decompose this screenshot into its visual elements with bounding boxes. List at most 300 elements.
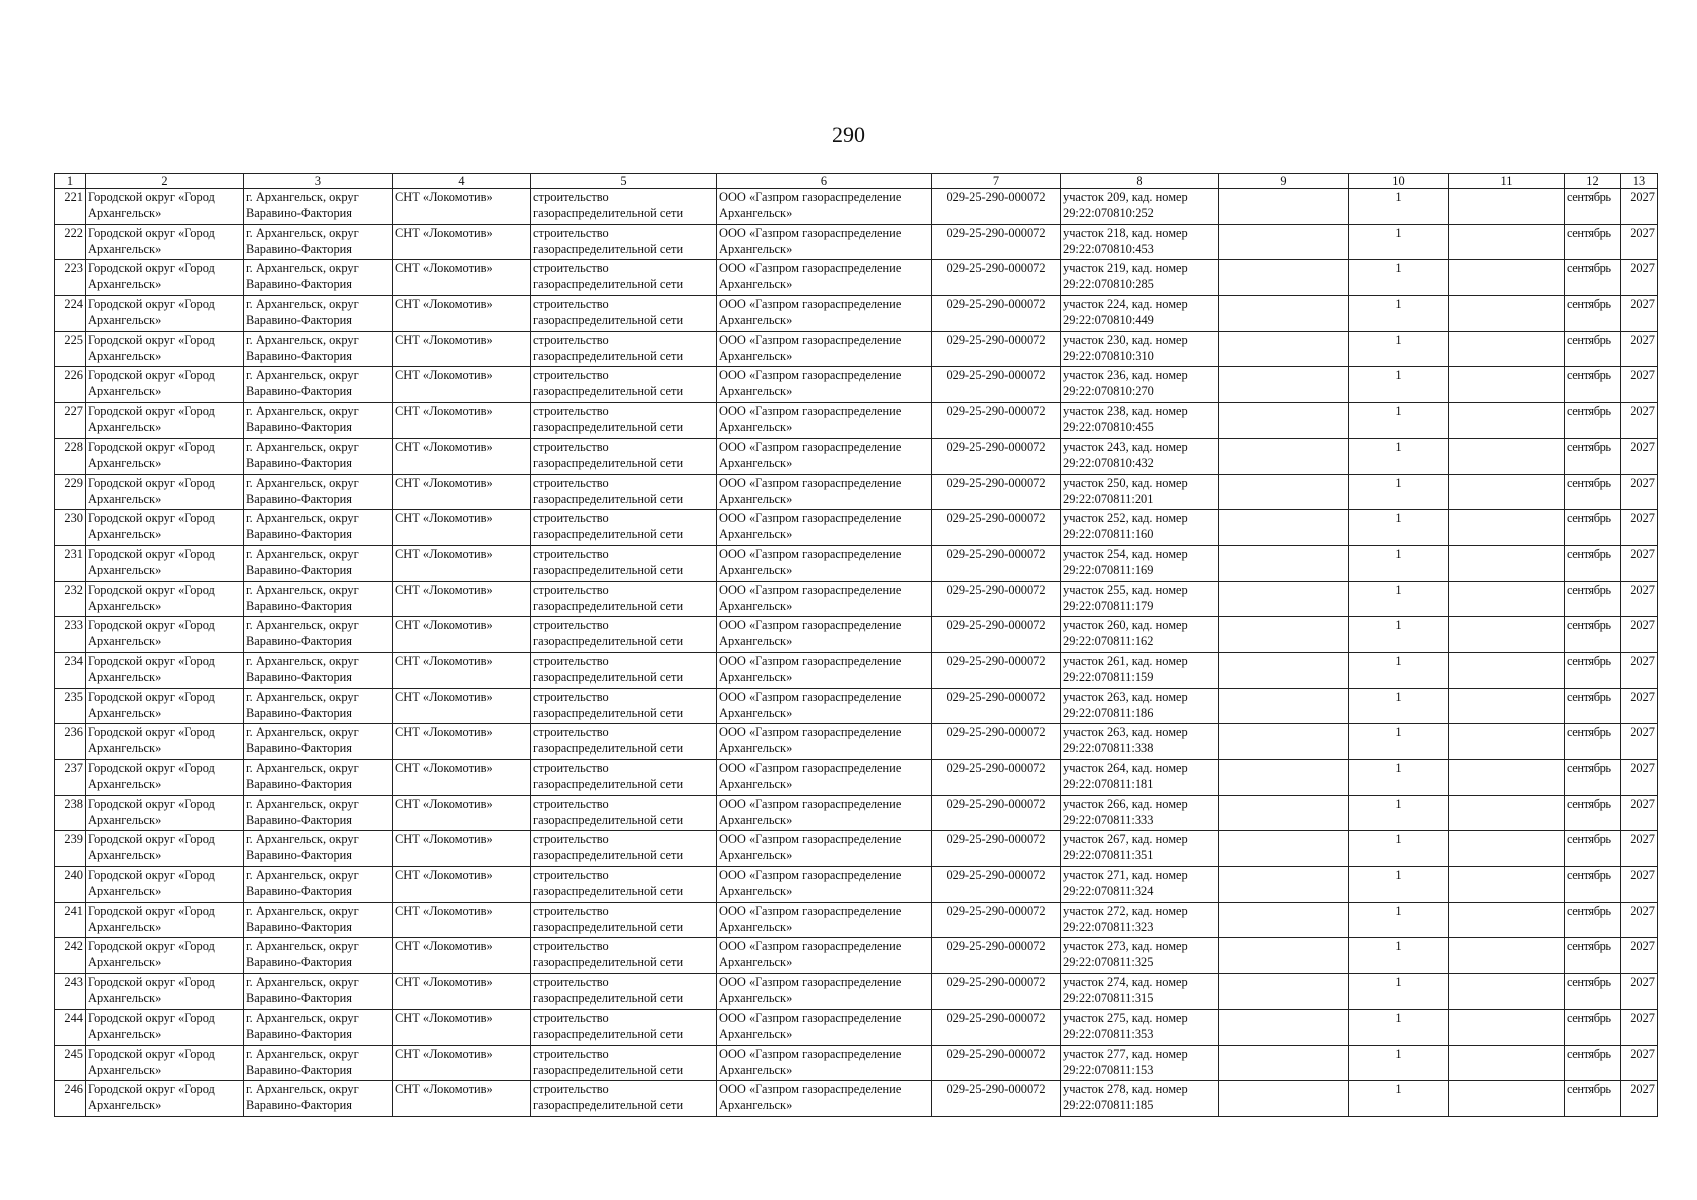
month-cell xyxy=(1565,1081,1621,1117)
organization-line-1: ООО «Газпром газораспределение xyxy=(719,368,902,383)
snt-cell xyxy=(393,831,531,867)
month-cell xyxy=(1565,938,1621,974)
plot-cell xyxy=(1061,403,1219,439)
code-text: 029-25-290-000072 xyxy=(946,297,1046,312)
organization-line-1: ООО «Газпром газораспределение xyxy=(719,546,902,561)
code-text: 029-25-290-000072 xyxy=(946,975,1046,990)
work-type-line-2: газораспределительной сети xyxy=(533,634,684,649)
count-cell xyxy=(1349,260,1449,296)
plot-cell xyxy=(1061,189,1219,225)
count-text: 1 xyxy=(1395,796,1402,811)
col-11-cell xyxy=(1449,760,1565,796)
district-cell xyxy=(86,367,244,403)
organization-cell xyxy=(717,795,932,831)
count-cell xyxy=(1349,724,1449,760)
col-11-cell xyxy=(1449,403,1565,439)
work-type-line-2: газораспределительной сети xyxy=(533,455,684,470)
cadastral-number: 29:22:070811:324 xyxy=(1063,884,1154,899)
organization-cell xyxy=(717,831,932,867)
table-row xyxy=(55,902,1658,938)
row-number-text: 230 xyxy=(64,511,83,526)
month-cell xyxy=(1565,224,1621,260)
locality-line-1: г. Архангельск, округ xyxy=(246,868,359,883)
snt-name: СНТ «Локомотив» xyxy=(395,475,493,490)
district-cell xyxy=(86,1009,244,1045)
snt-cell xyxy=(393,1009,531,1045)
district-line-1: Городской округ «Город xyxy=(88,725,215,740)
district-line-1: Городской округ «Город xyxy=(88,796,215,811)
snt-name: СНТ «Локомотив» xyxy=(395,939,493,954)
col-11-cell xyxy=(1449,224,1565,260)
plot-line: участок 236, кад. номер xyxy=(1063,368,1188,383)
district-line-2: Архангельск» xyxy=(88,848,162,863)
locality-line-1: г. Архангельск, округ xyxy=(246,225,359,240)
cadastral-number: 29:22:070811:333 xyxy=(1063,812,1154,827)
district-line-2: Архангельск» xyxy=(88,491,162,506)
row-number xyxy=(55,652,86,688)
district-line-1: Городской округ «Город xyxy=(88,1082,215,1097)
plot-line: участок 261, кад. номер xyxy=(1063,653,1188,668)
district-line-1: Городской округ «Город xyxy=(88,190,215,204)
row-number xyxy=(55,974,86,1010)
month-text: сентябрь xyxy=(1567,1082,1611,1097)
col-11-cell xyxy=(1449,189,1565,225)
count-cell xyxy=(1349,1009,1449,1045)
district-cell xyxy=(86,189,244,225)
plot-cell xyxy=(1061,617,1219,653)
count-cell xyxy=(1349,224,1449,260)
work-type-line-2: газораспределительной сети xyxy=(533,313,684,328)
month-cell xyxy=(1565,367,1621,403)
work-type-line-1: строительство xyxy=(533,653,609,668)
district-cell xyxy=(86,260,244,296)
count-text: 1 xyxy=(1395,582,1402,597)
count-text: 1 xyxy=(1395,225,1402,240)
table-row xyxy=(55,224,1658,260)
col-9-cell xyxy=(1219,189,1349,225)
snt-cell xyxy=(393,867,531,903)
organization-cell xyxy=(717,1081,932,1117)
header-row xyxy=(55,174,1658,189)
district-cell xyxy=(86,902,244,938)
month-text: сентябрь xyxy=(1567,761,1611,775)
row-number-text: 245 xyxy=(64,1046,83,1061)
month-text: сентябрь xyxy=(1567,939,1611,954)
cadastral-number: 29:22:070811:323 xyxy=(1063,919,1154,934)
district-line-2: Архангельск» xyxy=(88,705,162,720)
code-cell xyxy=(932,545,1061,581)
work-type-line-2: газораспределительной сети xyxy=(533,955,684,970)
header-col-5: 5 xyxy=(531,174,717,189)
locality-line-2: Варавино-Фактория xyxy=(246,313,353,328)
row-number xyxy=(55,938,86,974)
plot-line: участок 243, кад. номер xyxy=(1063,439,1188,454)
row-number xyxy=(55,1045,86,1081)
year-text: 2027 xyxy=(1630,903,1655,918)
organization-cell xyxy=(717,403,932,439)
organization-line-1: ООО «Газпром газораспределение xyxy=(719,297,902,312)
plot-line: участок 272, кад. номер xyxy=(1063,903,1188,918)
year-text: 2027 xyxy=(1630,761,1655,775)
count-cell xyxy=(1349,760,1449,796)
district-cell xyxy=(86,760,244,796)
table-row xyxy=(55,938,1658,974)
plot-line: участок 218, кад. номер xyxy=(1063,225,1188,240)
snt-name: СНТ «Локомотив» xyxy=(395,546,493,561)
organization-cell xyxy=(717,296,932,332)
district-line-1: Городской округ «Город xyxy=(88,404,215,419)
district-line-2: Архангельск» xyxy=(88,1098,162,1113)
organization-line-2: Архангельск» xyxy=(719,384,793,399)
year-text: 2027 xyxy=(1630,404,1655,419)
organization-line-2: Архангельск» xyxy=(719,955,793,970)
count-text: 1 xyxy=(1395,832,1402,847)
organization-line-1: ООО «Газпром газораспределение xyxy=(719,582,902,597)
district-cell xyxy=(86,438,244,474)
locality-line-2: Варавино-Фактория xyxy=(246,919,353,934)
work-type-cell xyxy=(531,795,717,831)
cadastral-number: 29:22:070811:169 xyxy=(1063,562,1154,577)
month-text: сентябрь xyxy=(1567,368,1611,383)
code-text: 029-25-290-000072 xyxy=(946,689,1046,704)
count-text: 1 xyxy=(1395,903,1402,918)
table-row xyxy=(55,260,1658,296)
count-text: 1 xyxy=(1395,1010,1402,1025)
table-row xyxy=(55,367,1658,403)
count-text: 1 xyxy=(1395,1082,1402,1097)
snt-name: СНТ «Локомотив» xyxy=(395,761,493,775)
organization-cell xyxy=(717,938,932,974)
code-cell xyxy=(932,760,1061,796)
district-line-1: Городской округ «Город xyxy=(88,582,215,597)
col-9-cell xyxy=(1219,1009,1349,1045)
table-header xyxy=(55,174,1658,189)
year-cell xyxy=(1621,831,1658,867)
month-text: сентябрь xyxy=(1567,439,1611,454)
work-type-line-1: строительство xyxy=(533,1082,609,1097)
locality-line-1: г. Архангельск, округ xyxy=(246,832,359,847)
plot-line: участок 273, кад. номер xyxy=(1063,939,1188,954)
table-body xyxy=(55,189,1658,1117)
snt-cell xyxy=(393,724,531,760)
organization-line-1: ООО «Газпром газораспределение xyxy=(719,868,902,883)
year-text: 2027 xyxy=(1630,832,1655,847)
col-11-cell xyxy=(1449,902,1565,938)
work-type-line-2: газораспределительной сети xyxy=(533,812,684,827)
row-number-text: 246 xyxy=(64,1082,83,1097)
header-col-2: 2 xyxy=(86,174,244,189)
locality-cell xyxy=(244,331,393,367)
plot-cell xyxy=(1061,1009,1219,1045)
organization-line-1: ООО «Газпром газораспределение xyxy=(719,190,902,204)
month-cell xyxy=(1565,331,1621,367)
snt-cell xyxy=(393,474,531,510)
work-type-cell xyxy=(531,760,717,796)
row-number xyxy=(55,831,86,867)
locality-line-2: Варавино-Фактория xyxy=(246,598,353,613)
col-11-cell xyxy=(1449,260,1565,296)
work-type-cell xyxy=(531,331,717,367)
locality-line-2: Варавино-Фактория xyxy=(246,848,353,863)
plot-line: участок 219, кад. номер xyxy=(1063,261,1188,276)
work-type-cell xyxy=(531,510,717,546)
work-type-line-1: строительство xyxy=(533,761,609,775)
work-type-line-2: газораспределительной сети xyxy=(533,420,684,435)
count-text: 1 xyxy=(1395,1046,1402,1061)
year-cell xyxy=(1621,974,1658,1010)
snt-cell xyxy=(393,545,531,581)
organization-cell xyxy=(717,724,932,760)
count-text: 1 xyxy=(1395,261,1402,276)
count-cell xyxy=(1349,938,1449,974)
row-number xyxy=(55,510,86,546)
month-text: сентябрь xyxy=(1567,903,1611,918)
code-text: 029-25-290-000072 xyxy=(946,332,1046,347)
snt-name: СНТ «Локомотив» xyxy=(395,689,493,704)
count-cell xyxy=(1349,1045,1449,1081)
row-number-text: 233 xyxy=(64,618,83,633)
organization-line-2: Архангельск» xyxy=(719,206,793,220)
code-cell xyxy=(932,1009,1061,1045)
district-line-2: Архангельск» xyxy=(88,241,162,256)
organization-line-2: Архангельск» xyxy=(719,277,793,292)
organization-cell xyxy=(717,867,932,903)
code-text: 029-25-290-000072 xyxy=(946,1082,1046,1097)
snt-name: СНТ «Локомотив» xyxy=(395,796,493,811)
col-9-cell xyxy=(1219,974,1349,1010)
col-11-cell xyxy=(1449,1009,1565,1045)
month-cell xyxy=(1565,260,1621,296)
locality-line-1: г. Архангельск, округ xyxy=(246,975,359,990)
work-type-line-2: газораспределительной сети xyxy=(533,348,684,363)
col-11-cell xyxy=(1449,367,1565,403)
organization-line-1: ООО «Газпром газораспределение xyxy=(719,618,902,633)
month-text: сентябрь xyxy=(1567,546,1611,561)
plot-cell xyxy=(1061,224,1219,260)
table-row xyxy=(55,1045,1658,1081)
month-cell xyxy=(1565,902,1621,938)
code-text: 029-25-290-000072 xyxy=(946,832,1046,847)
month-text: сентябрь xyxy=(1567,511,1611,526)
district-line-1: Городской округ «Город xyxy=(88,225,215,240)
district-cell xyxy=(86,938,244,974)
table-row xyxy=(55,296,1658,332)
header-col-9: 9 xyxy=(1219,174,1349,189)
count-text: 1 xyxy=(1395,653,1402,668)
count-cell xyxy=(1349,403,1449,439)
col-11-cell xyxy=(1449,545,1565,581)
plot-line: участок 260, кад. номер xyxy=(1063,618,1188,633)
snt-name: СНТ «Локомотив» xyxy=(395,1082,493,1097)
snt-name: СНТ «Локомотив» xyxy=(395,225,493,240)
district-line-1: Городской округ «Город xyxy=(88,761,215,775)
district-cell xyxy=(86,403,244,439)
locality-line-2: Варавино-Фактория xyxy=(246,1026,353,1041)
district-line-2: Архангельск» xyxy=(88,455,162,470)
district-line-2: Архангельск» xyxy=(88,812,162,827)
col-9-cell xyxy=(1219,474,1349,510)
snt-cell xyxy=(393,688,531,724)
snt-cell xyxy=(393,367,531,403)
locality-cell xyxy=(244,438,393,474)
district-line-1: Городской округ «Город xyxy=(88,297,215,312)
work-type-cell xyxy=(531,1045,717,1081)
count-cell xyxy=(1349,189,1449,225)
locality-cell xyxy=(244,902,393,938)
work-type-line-2: газораспределительной сети xyxy=(533,1026,684,1041)
organization-cell xyxy=(717,581,932,617)
count-cell xyxy=(1349,902,1449,938)
organization-line-1: ООО «Газпром газораспределение xyxy=(719,796,902,811)
work-type-cell xyxy=(531,581,717,617)
row-number xyxy=(55,724,86,760)
district-line-1: Городской округ «Город xyxy=(88,546,215,561)
snt-name: СНТ «Локомотив» xyxy=(395,332,493,347)
snt-cell xyxy=(393,1081,531,1117)
locality-line-1: г. Архангельск, округ xyxy=(246,1010,359,1025)
month-cell xyxy=(1565,296,1621,332)
snt-name: СНТ «Локомотив» xyxy=(395,725,493,740)
table-row xyxy=(55,474,1658,510)
month-text: сентябрь xyxy=(1567,1046,1611,1061)
snt-cell xyxy=(393,438,531,474)
district-cell xyxy=(86,867,244,903)
locality-line-2: Варавино-Фактория xyxy=(246,634,353,649)
row-number xyxy=(55,902,86,938)
locality-line-2: Варавино-Фактория xyxy=(246,884,353,899)
organization-line-2: Архангельск» xyxy=(719,527,793,542)
header-col-8: 8 xyxy=(1061,174,1219,189)
work-type-cell xyxy=(531,652,717,688)
work-type-cell xyxy=(531,867,717,903)
header-col-3: 3 xyxy=(244,174,393,189)
snt-cell xyxy=(393,403,531,439)
locality-cell xyxy=(244,831,393,867)
plot-cell xyxy=(1061,831,1219,867)
snt-cell xyxy=(393,224,531,260)
work-type-line-1: строительство xyxy=(533,190,609,204)
work-type-line-2: газораспределительной сети xyxy=(533,1098,684,1113)
col-9-cell xyxy=(1219,1045,1349,1081)
header-col-1: 1 xyxy=(55,174,86,189)
locality-line-1: г. Архангельск, округ xyxy=(246,939,359,954)
count-cell xyxy=(1349,510,1449,546)
locality-cell xyxy=(244,224,393,260)
count-text: 1 xyxy=(1395,404,1402,419)
district-line-2: Архангельск» xyxy=(88,884,162,899)
count-cell xyxy=(1349,367,1449,403)
locality-line-1: г. Архангельск, округ xyxy=(246,618,359,633)
organization-line-2: Архангельск» xyxy=(719,1062,793,1077)
plot-line: участок 267, кад. номер xyxy=(1063,832,1188,847)
district-line-1: Городской округ «Город xyxy=(88,975,215,990)
table-row xyxy=(55,974,1658,1010)
plot-cell xyxy=(1061,1045,1219,1081)
organization-cell xyxy=(717,260,932,296)
cadastral-number: 29:22:070811:201 xyxy=(1063,491,1154,506)
col-9-cell xyxy=(1219,652,1349,688)
col-11-cell xyxy=(1449,867,1565,903)
count-text: 1 xyxy=(1395,725,1402,740)
work-type-line-1: строительство xyxy=(533,1046,609,1061)
month-text: сентябрь xyxy=(1567,582,1611,597)
row-number xyxy=(55,688,86,724)
work-type-line-1: строительство xyxy=(533,261,609,276)
row-number-text: 231 xyxy=(64,546,83,561)
organization-line-1: ООО «Газпром газораспределение xyxy=(719,1082,902,1097)
plot-line: участок 277, кад. номер xyxy=(1063,1046,1188,1061)
code-cell xyxy=(932,795,1061,831)
year-text: 2027 xyxy=(1630,725,1655,740)
count-text: 1 xyxy=(1395,297,1402,312)
organization-line-2: Архангельск» xyxy=(719,598,793,613)
locality-line-1: г. Архангельск, округ xyxy=(246,439,359,454)
locality-line-2: Варавино-Фактория xyxy=(246,348,353,363)
work-type-line-1: строительство xyxy=(533,511,609,526)
district-line-1: Городской округ «Город xyxy=(88,868,215,883)
header-col-6: 6 xyxy=(717,174,932,189)
district-cell xyxy=(86,1045,244,1081)
district-cell xyxy=(86,545,244,581)
snt-cell xyxy=(393,296,531,332)
code-text: 029-25-290-000072 xyxy=(946,368,1046,383)
work-type-line-1: строительство xyxy=(533,939,609,954)
organization-line-2: Архангельск» xyxy=(719,1026,793,1041)
district-cell xyxy=(86,724,244,760)
organization-line-1: ООО «Газпром газораспределение xyxy=(719,832,902,847)
district-line-2: Архангельск» xyxy=(88,1062,162,1077)
district-line-2: Архангельск» xyxy=(88,348,162,363)
month-text: сентябрь xyxy=(1567,475,1611,490)
month-text: сентябрь xyxy=(1567,975,1611,990)
district-cell xyxy=(86,224,244,260)
year-text: 2027 xyxy=(1630,689,1655,704)
organization-line-1: ООО «Газпром газораспределение xyxy=(719,903,902,918)
month-cell xyxy=(1565,724,1621,760)
row-number-text: 238 xyxy=(64,796,83,811)
work-type-line-1: строительство xyxy=(533,332,609,347)
col-9-cell xyxy=(1219,902,1349,938)
work-type-line-2: газораспределительной сети xyxy=(533,919,684,934)
snt-cell xyxy=(393,331,531,367)
locality-cell xyxy=(244,189,393,225)
year-cell xyxy=(1621,438,1658,474)
count-text: 1 xyxy=(1395,439,1402,454)
year-cell xyxy=(1621,545,1658,581)
organization-line-2: Архангельск» xyxy=(719,741,793,756)
month-cell xyxy=(1565,438,1621,474)
year-text: 2027 xyxy=(1630,868,1655,883)
year-cell xyxy=(1621,617,1658,653)
locality-line-2: Варавино-Фактория xyxy=(246,741,353,756)
cadastral-number: 29:22:070810:453 xyxy=(1063,241,1154,256)
work-type-line-1: строительство xyxy=(533,475,609,490)
year-text: 2027 xyxy=(1630,939,1655,954)
snt-cell xyxy=(393,974,531,1010)
year-cell xyxy=(1621,902,1658,938)
year-text: 2027 xyxy=(1630,796,1655,811)
year-text: 2027 xyxy=(1630,297,1655,312)
code-cell xyxy=(932,403,1061,439)
code-cell xyxy=(932,260,1061,296)
organization-line-2: Архангельск» xyxy=(719,491,793,506)
snt-cell xyxy=(393,795,531,831)
plot-line: участок 275, кад. номер xyxy=(1063,1010,1188,1025)
col-9-cell xyxy=(1219,438,1349,474)
district-line-2: Архангельск» xyxy=(88,955,162,970)
snt-cell xyxy=(393,760,531,796)
organization-cell xyxy=(717,1045,932,1081)
